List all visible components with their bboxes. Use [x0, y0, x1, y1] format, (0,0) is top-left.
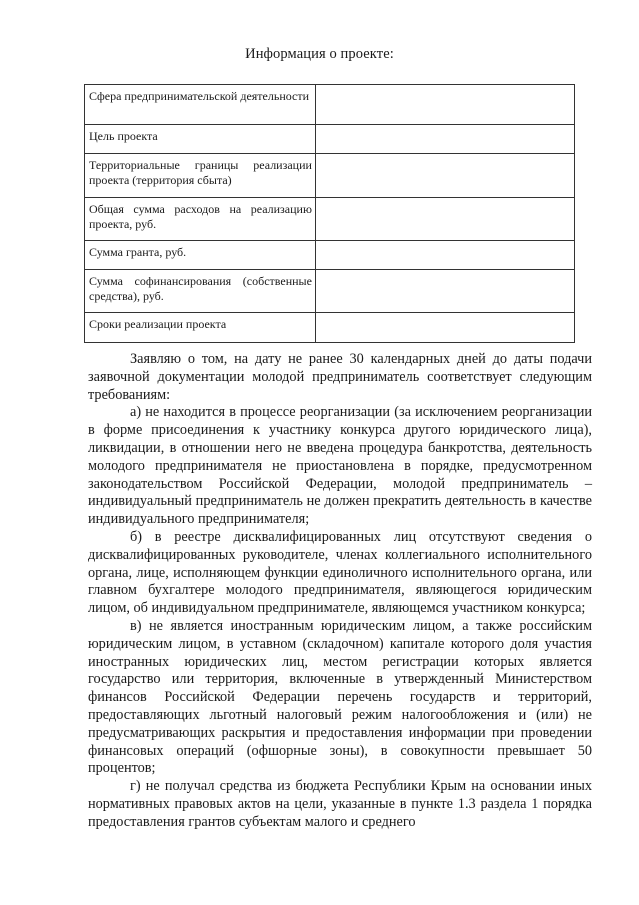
- requirement-g: г) не получал средства из бюджета Республики Крым на основании иных нормативных правовых актов на цели, указанные в пункте 1.3 раздела 1 порядка предоставления грантов субъектам малого и среднего: [88, 778, 592, 830]
- table-row: [85, 125, 575, 154]
- row-label: Сроки реализации проекта: [85, 313, 316, 343]
- row-label: Цель проекта: [85, 125, 316, 154]
- table-row: [85, 313, 575, 343]
- requirement-a: а) не находится в процессе реорганизации (за исключением реорганизации в форме присоединения к участнику конкурса другого юридического лица), ликвидации, в отношении него не введена процедура банкротства, деятельность молодого предпринимателя не приостановлена в порядке, предусмотренном законодательством Российской Федерации, молодой предприниматель – индивидуальный предприниматель не должен прекратить деятельность в качестве индивидуального предпринимателя;: [88, 404, 592, 528]
- project-info-table: [84, 84, 575, 343]
- row-value[interactable]: [315, 85, 574, 125]
- row-value[interactable]: [315, 270, 574, 313]
- row-label: Сфера предпринимательской деятельности: [85, 85, 316, 125]
- declaration-text: [88, 351, 592, 832]
- row-label: Сумма софинансирования (собственные средства), руб.: [85, 270, 316, 313]
- row-label: Общая сумма расходов на реализацию проекта, руб.: [85, 198, 316, 241]
- row-value[interactable]: [315, 154, 574, 198]
- table-row: [85, 198, 575, 241]
- row-label: Территориальные границы реализации проекта (территория сбыта): [85, 154, 316, 198]
- row-value[interactable]: [315, 241, 574, 270]
- table-row: [85, 241, 575, 270]
- page-title: Информация о проекте:: [245, 46, 394, 62]
- row-value[interactable]: [315, 313, 574, 343]
- declaration-intro: Заявляю о том, на дату не ранее 30 календарных дней до даты подачи заявочной документации молодой предприниматель соответствует следующим требованиям:: [88, 351, 592, 403]
- table-row: [85, 154, 575, 198]
- row-value[interactable]: [315, 198, 574, 241]
- row-value[interactable]: [315, 125, 574, 154]
- row-label: Сумма гранта, руб.: [85, 241, 316, 270]
- table-row: [85, 270, 575, 313]
- requirement-b: б) в реестре дисквалифицированных лиц отсутствуют сведения о дисквалифицированных руководителе, членах коллегиального исполнительного органа, лице, исполняющем функции единоличного исполнительного органа, или главном бухгалтере молодого предпринимателя, являющегося юридическим лицом, об индивидуальном предпринимателе, являющемся участником конкурса;: [88, 528, 592, 617]
- table-row: [85, 85, 575, 125]
- requirement-v: в) не является иностранным юридическим лицом, а также российским юридическим лицом, в уставном (складочном) капитале которого доля участия иностранных юридических лиц, местом регистрации которых является государство или территория, включенные в утвержденный Министерством финансов Российской Федерации перечень государств и территорий, предоставляющих льготный налоговый режим налогообложения и (или) не предусматривающих раскрытия и предоставления информации при проведении финансовых операций (офшорные зоны), в совокупности превышает 50 процентов;: [88, 617, 592, 777]
